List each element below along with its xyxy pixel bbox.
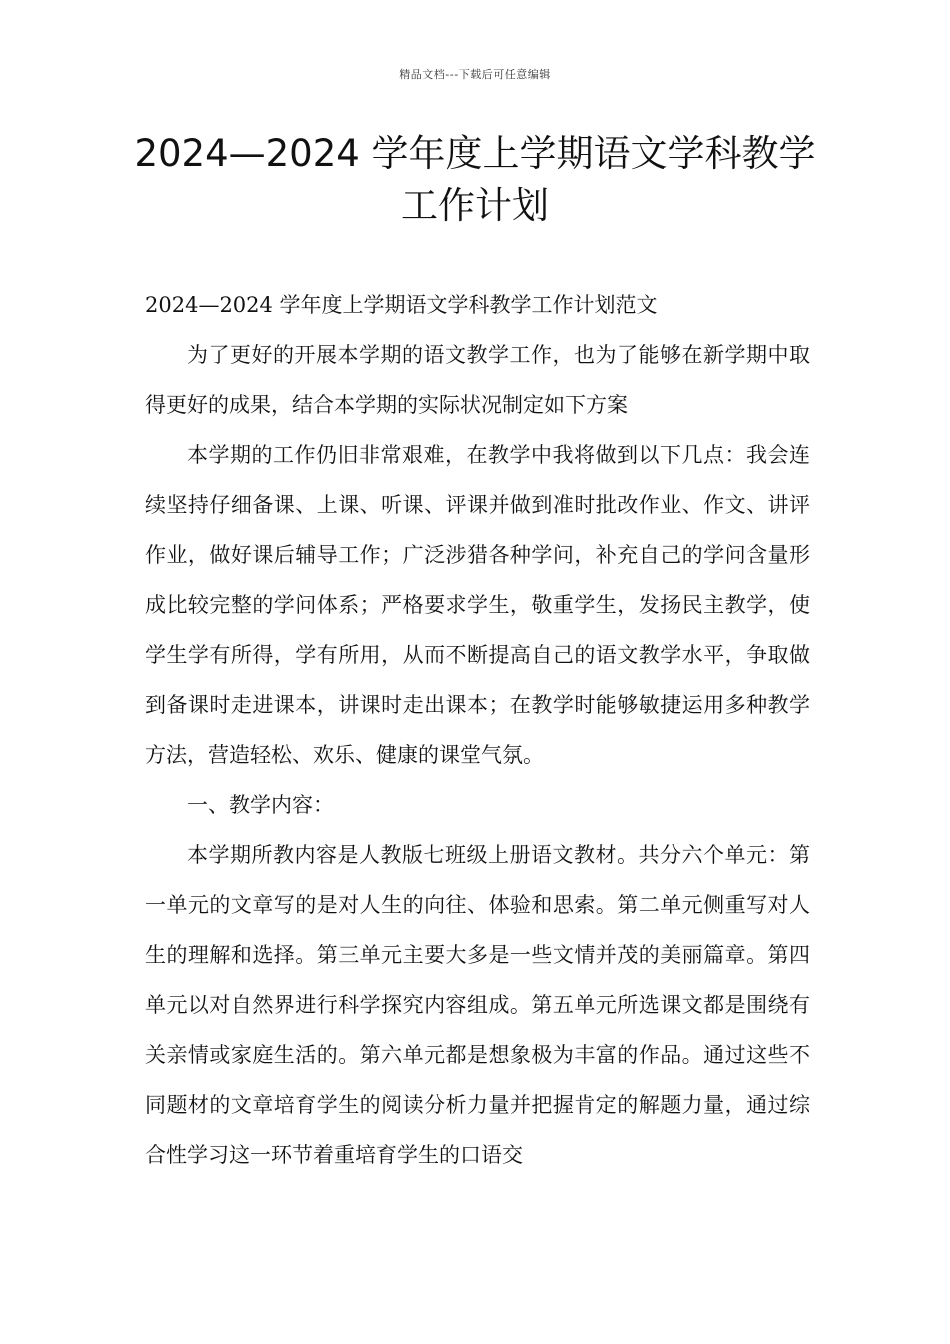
intro-paragraph: 为了更好的开展本学期的语文教学工作，也为了能够在新学期中取得更好的成果，结合本学期的实际状况制定如下方案 <box>145 343 810 417</box>
document-body <box>145 280 810 1180</box>
document-title: 2024—2024 学年度上学期语文学科教学工作计划 <box>134 132 816 227</box>
teaching-content-paragraph: 本学期所教内容是人教版七班级上册语文教材。共分六个单元：第一单元的文章写的是对人生的向往、体验和思索。第二单元侧重写对人生的理解和选择。第三单元主要大多是一些文情并茂的美丽篇章。第四单元以对自然界进行科学探究内容组成。第五单元所选课文都是围绕有关亲情或家庭生活的。第六单元都是想象极为丰富的作品。通过这些不同题材的文章培育学生的阅读分析力量并把握肯定的解题力量，通过综合性学习这一环节着重培育学生的口语交 <box>145 843 810 1167</box>
section-heading-teaching-content: 一、教学内容： <box>187 793 334 817</box>
subtitle-paragraph: 2024—2024 学年度上学期语文学科教学工作计划范文 <box>145 293 658 317</box>
header-note: 精品文档---下载后可任意编辑 <box>399 68 551 81</box>
work-paragraph: 本学期的工作仍旧非常艰难，在教学中我将做到以下几点：我会连续坚持仔细备课、上课、听课、评课并做到准时批改作业、作文、讲评作业，做好课后辅导工作；广泛涉猎各种学问，补充自己的学问含量形成比较完整的学问体系；严格要求学生，敬重学生，发扬民主教学，使学生学有所得，学有所用，从而不断提高自己的语文教学水平，争取做到备课时走进课本，讲课时走出课本；在教学时能够敏捷运用多种教学方法，营造轻松、欢乐、健康的课堂气氛。 <box>145 443 810 767</box>
